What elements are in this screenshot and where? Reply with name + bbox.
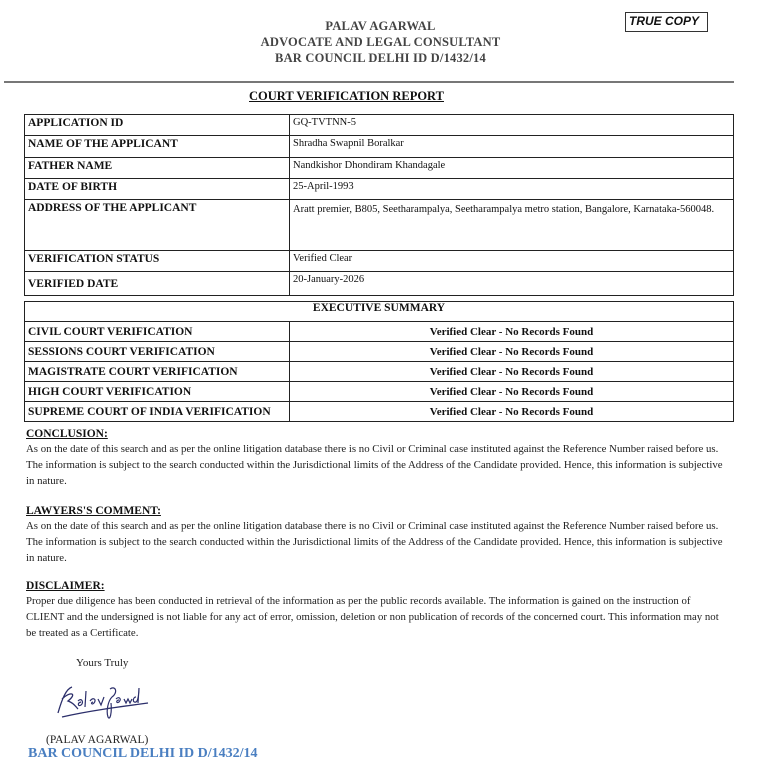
bar-council-id: BAR COUNCIL DELHI ID D/1432/14 — [275, 51, 486, 65]
table-row — [25, 272, 734, 296]
court-result: Verified Clear - No Records Found — [290, 342, 734, 362]
applicant-details-table — [24, 114, 734, 296]
table-row — [25, 251, 734, 272]
signature-icon — [48, 677, 158, 725]
true-copy-stamp: TRUE COPY — [625, 12, 708, 32]
table-row — [25, 382, 734, 402]
advocate-name: PALAV AGARWAL — [325, 19, 436, 33]
closing-salutation: Yours Truly — [76, 657, 129, 669]
court-result: Verified Clear - No Records Found — [290, 362, 734, 382]
conclusion-heading: CONCLUSION: — [26, 428, 108, 440]
header-divider — [4, 81, 734, 83]
report-title: COURT VERIFICATION REPORT — [249, 89, 444, 103]
executive-summary-heading: EXECUTIVE SUMMARY — [25, 302, 734, 322]
row-label: FATHER NAME — [25, 158, 290, 179]
advocate-title: ADVOCATE AND LEGAL CONSULTANT — [260, 35, 501, 49]
row-label: VERIFIED DATE — [25, 272, 290, 296]
table-row — [25, 200, 734, 251]
lawyers-comment-section — [26, 504, 726, 566]
row-label: NAME OF THE APPLICANT — [25, 136, 290, 158]
table-row — [25, 136, 734, 158]
row-label: ADDRESS OF THE APPLICANT — [25, 200, 290, 251]
disclaimer-heading: DISCLAIMER: — [26, 580, 105, 592]
row-value: Aratt premier, B805, Seetharampalya, Seetharampalya metro station, Bangalore, Karnataka-560048. — [290, 200, 734, 251]
lawyers-comment-heading: LAWYERS'S COMMENT: — [26, 505, 161, 517]
summary-heading-row — [25, 302, 734, 322]
table-row — [25, 158, 734, 179]
row-value: Shradha Swapnil Boralkar — [290, 136, 734, 158]
conclusion-text: As on the date of this search and as per the online litigation database there is no Civil or Criminal case instituted against the Reference Number raised before us. The information is subject to the search conducted within the Jurisdictional limits of the Address of the Candidate provided. Hence, this information is subjective in nature. — [26, 443, 723, 487]
court-result: Verified Clear - No Records Found — [290, 382, 734, 402]
lawyers-comment-text: As on the date of this search and as per the online litigation database there is no Civil or Criminal case instituted against the Reference Number raised before us. The information is subject to the search conducted within the Jurisdictional limits of the Address of the Candidate provided. Hence, this information is subjective in nature. — [26, 520, 723, 564]
row-label: APPLICATION ID — [25, 115, 290, 136]
row-label: DATE OF BIRTH — [25, 179, 290, 200]
row-value: Verified Clear — [290, 251, 734, 272]
executive-summary-table — [24, 301, 734, 422]
conclusion-section — [26, 427, 726, 489]
court-label: SESSIONS COURT VERIFICATION — [25, 342, 290, 362]
court-result: Verified Clear - No Records Found — [290, 402, 734, 422]
row-value: 20-January-2026 — [290, 272, 734, 296]
disclaimer-text: Proper due diligence has been conducted in retrieval of the information as per the public records available. The information is gained on the instruction of CLIENT and the undersigned is not liable for any act of error, omission, deletion or non publication of records of the concerned court. This information may not be treated as a Certificate. — [26, 595, 719, 639]
row-value: Nandkishor Dhondiram Khandagale — [290, 158, 734, 179]
court-label: SUPREME COURT OF INDIA VERIFICATION — [25, 402, 290, 422]
court-result: Verified Clear - No Records Found — [290, 322, 734, 342]
table-row — [25, 402, 734, 422]
row-value: 25-April-1993 — [290, 179, 734, 200]
table-row — [25, 342, 734, 362]
row-label: VERIFICATION STATUS — [25, 251, 290, 272]
court-label: CIVIL COURT VERIFICATION — [25, 322, 290, 342]
disclaimer-section — [26, 579, 726, 641]
table-row — [25, 322, 734, 342]
table-row — [25, 362, 734, 382]
signatory-bar-council-id: BAR COUNCIL DELHI ID D/1432/14 — [28, 746, 258, 761]
row-value: GQ-TVTNN-5 — [290, 115, 734, 136]
court-label: HIGH COURT VERIFICATION — [25, 382, 290, 402]
court-label: MAGISTRATE COURT VERIFICATION — [25, 362, 290, 382]
table-row — [25, 115, 734, 136]
signatory-name: (PALAV AGARWAL) — [46, 734, 149, 746]
table-row — [25, 179, 734, 200]
